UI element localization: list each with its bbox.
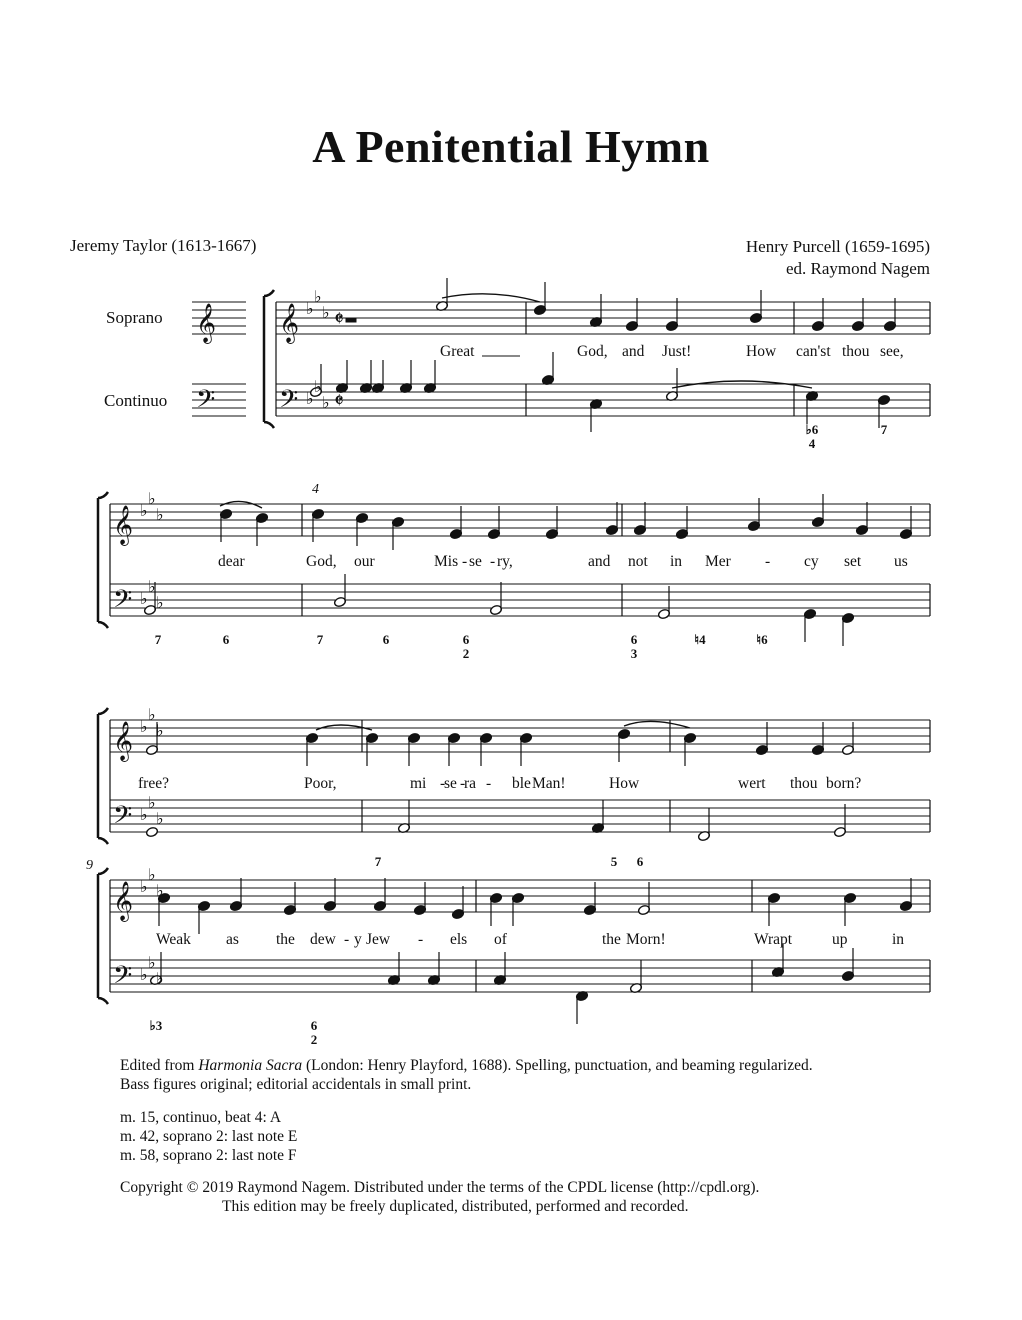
bass-clef-icon: 𝄢 xyxy=(113,801,133,836)
figured-bass: ♭6 xyxy=(805,422,819,437)
key-flat-icon: ♭ xyxy=(140,877,148,896)
key-flat-icon: ♭ xyxy=(140,589,148,608)
lyric-syllable: ble xyxy=(512,775,531,792)
lyric-syllable: set xyxy=(844,553,862,570)
key-flat-icon: ♭ xyxy=(148,489,156,508)
lyric-syllable: se xyxy=(444,775,457,792)
lyric-syllable: - xyxy=(460,775,466,792)
lyric-syllable: - xyxy=(462,553,468,570)
key-flat-icon: ♭ xyxy=(306,389,314,408)
figured-bass: 4 xyxy=(808,436,816,451)
figured-bass: 6 xyxy=(636,854,644,869)
composer-name: Henry Purcell (1659-1695) xyxy=(745,237,930,256)
lyric-syllable: in xyxy=(670,553,683,570)
edition-notes xyxy=(120,1056,940,1165)
treble-clef-icon: 𝄞 xyxy=(196,303,217,343)
measure-number: 4 xyxy=(312,482,319,497)
figured-bass: 5 xyxy=(610,854,618,869)
figured-bass: 6 xyxy=(310,1018,318,1033)
lyric-syllable: Great xyxy=(440,343,475,360)
key-flat-icon: ♭ xyxy=(314,287,322,306)
lyric-syllable: God, xyxy=(577,343,608,360)
continuo-note xyxy=(145,826,158,837)
key-flat-icon: ♭ xyxy=(156,809,164,828)
lyric-syllable: and xyxy=(588,553,611,570)
lyric-syllable: Jew xyxy=(366,931,391,948)
lyric-syllable: dear xyxy=(218,553,245,570)
key-flat-icon: ♭ xyxy=(140,965,148,984)
lyric-syllable: Man! xyxy=(532,775,566,792)
bass-clef-icon: 𝄢 xyxy=(113,585,133,620)
figured-bass: ♭3 xyxy=(149,1018,163,1033)
figured-bass: ♮6 xyxy=(756,632,768,647)
lyric-syllable: How xyxy=(609,775,640,792)
part-name-continuo: Continuo xyxy=(104,391,168,410)
lyric-syllable: of xyxy=(494,931,507,948)
figured-bass: 7 xyxy=(154,632,162,647)
lyric-syllable: free? xyxy=(138,775,169,792)
lyric-syllable: ra xyxy=(464,775,477,792)
lyric-syllable: cy xyxy=(804,553,819,570)
cut-time-icon: 𝄵 xyxy=(334,389,344,414)
lyric-syllable: mi xyxy=(410,775,427,792)
key-flat-icon: ♭ xyxy=(140,717,148,736)
lyric-syllable: the xyxy=(602,931,621,948)
erratum-item: m. 15, continuo, beat 4: A xyxy=(120,1109,282,1126)
system-bracket xyxy=(98,492,108,628)
key-flat-icon: ♭ xyxy=(314,377,322,396)
measure-number: 9 xyxy=(86,858,93,873)
figured-bass: 2 xyxy=(462,646,470,661)
key-flat-icon: ♭ xyxy=(322,393,330,412)
figured-bass: 7 xyxy=(880,422,888,437)
key-flat-icon: ♭ xyxy=(140,501,148,520)
source-title: Harmonia Sacra xyxy=(198,1057,303,1074)
figured-bass: 7 xyxy=(316,632,324,647)
figured-bass: 6 xyxy=(222,632,230,647)
copyright-notice xyxy=(120,1178,940,1216)
figured-bass: 2 xyxy=(310,1032,318,1047)
erratum-item: m. 58, soprano 2: last note F xyxy=(120,1147,297,1164)
lyric-syllable: Poor, xyxy=(304,775,337,792)
treble-clef-icon: 𝄞 xyxy=(113,721,134,761)
lyric-syllable: y xyxy=(354,931,362,948)
editor-name: ed. Raymond Nagem xyxy=(786,259,930,278)
lyric-syllable: Morn! xyxy=(626,931,666,948)
lyric-syllable: - xyxy=(344,931,350,948)
lyric-syllable: in xyxy=(892,931,905,948)
lyric-syllable: Mis xyxy=(434,553,459,570)
lyric-syllable: Mer xyxy=(705,553,731,570)
lyric-syllable: as xyxy=(226,931,239,948)
lyric-syllable: not xyxy=(628,553,648,570)
key-flat-icon: ♭ xyxy=(140,805,148,824)
key-flat-icon: ♭ xyxy=(148,953,156,972)
treble-clef-icon: 𝄞 xyxy=(113,881,134,921)
lyric-syllable: Wrapt xyxy=(754,931,793,948)
slur xyxy=(624,721,690,728)
page-title: A Penitential Hymn xyxy=(312,121,710,172)
slur xyxy=(220,501,262,508)
lyric-syllable: God, xyxy=(306,553,337,570)
key-flat-icon: ♭ xyxy=(156,593,164,612)
treble-clef-icon: 𝄞 xyxy=(113,505,134,545)
lyric-syllable: How xyxy=(746,343,777,360)
figured-bass: 6 xyxy=(462,632,470,647)
system-bracket xyxy=(98,868,108,1004)
key-flat-icon: ♭ xyxy=(148,865,156,884)
system-bracket xyxy=(98,708,108,844)
lyric-syllable: see, xyxy=(880,343,904,360)
lyric-syllable: born? xyxy=(826,775,862,792)
lyric-syllable: ry, xyxy=(497,553,513,570)
key-flat-icon: ♭ xyxy=(322,303,330,322)
lyric-syllable: up xyxy=(832,931,848,948)
lyric-syllable: se xyxy=(469,553,482,570)
rest-icon xyxy=(346,318,356,322)
copyright-line: Copyright © 2019 Raymond Nagem. Distributed under the terms of the CPDL license (http://cpdl.org). xyxy=(120,1179,760,1196)
slur xyxy=(442,294,540,302)
erratum-item: m. 42, soprano 2: last note E xyxy=(120,1128,298,1145)
lyric-syllable: wert xyxy=(738,775,766,792)
lyric-syllable: Weak xyxy=(156,931,191,948)
lyric-syllable: - xyxy=(765,553,771,570)
part-name-soprano: Soprano xyxy=(106,308,163,327)
key-flat-icon: ♭ xyxy=(156,505,164,524)
lyric-syllable: and xyxy=(622,343,645,360)
lyric-syllable: - xyxy=(486,775,492,792)
system-bracket xyxy=(264,290,274,428)
key-flat-icon: ♭ xyxy=(148,793,156,812)
figured-bass: 6 xyxy=(382,632,390,647)
key-flat-icon: ♭ xyxy=(156,721,164,740)
lyric-syllable: dew xyxy=(310,931,336,948)
key-flat-icon: ♭ xyxy=(306,299,314,318)
key-flat-icon: ♭ xyxy=(148,705,156,724)
figured-bass: 3 xyxy=(630,646,638,661)
key-flat-icon: ♭ xyxy=(148,577,156,596)
lyric-syllable: us xyxy=(894,553,908,570)
lyric-syllable: - xyxy=(418,931,424,948)
figured-bass: 7 xyxy=(374,854,382,869)
lyric-syllable: - xyxy=(490,553,496,570)
lyric-syllable: the xyxy=(276,931,295,948)
lyric-syllable: can'st xyxy=(796,343,831,360)
figures-note: Bass figures original; editorial accidentals in small print. xyxy=(120,1076,472,1093)
lyric-syllable: - xyxy=(440,775,446,792)
cut-time-icon: 𝄵 xyxy=(334,307,344,332)
lyric-syllable: els xyxy=(450,931,468,948)
bass-clef-icon: 𝄢 xyxy=(196,385,216,420)
figured-bass: 6 xyxy=(630,632,638,647)
lyric-syllable: thou xyxy=(842,343,870,360)
treble-clef-icon: 𝄞 xyxy=(279,303,300,343)
source-note: Edited from Harmonia Sacra (London: Henry Playford, 1688). Spelling, punctuation, and beaming regularized. xyxy=(120,1057,813,1074)
bass-clef-icon: 𝄢 xyxy=(279,385,299,420)
lyric-syllable: thou xyxy=(790,775,818,792)
poet-credit: Jeremy Taylor (1613-1667) xyxy=(70,236,257,255)
key-flat-icon: ♭ xyxy=(156,881,164,900)
figured-bass: ♮4 xyxy=(694,632,706,647)
bass-clef-icon: 𝄢 xyxy=(113,961,133,996)
lyric-syllable: our xyxy=(354,553,375,570)
lyric-syllable: Just! xyxy=(662,343,692,360)
license-line: This edition may be freely duplicated, distributed, performed and recorded. xyxy=(222,1198,689,1215)
key-flat-icon: ♭ xyxy=(156,969,164,988)
